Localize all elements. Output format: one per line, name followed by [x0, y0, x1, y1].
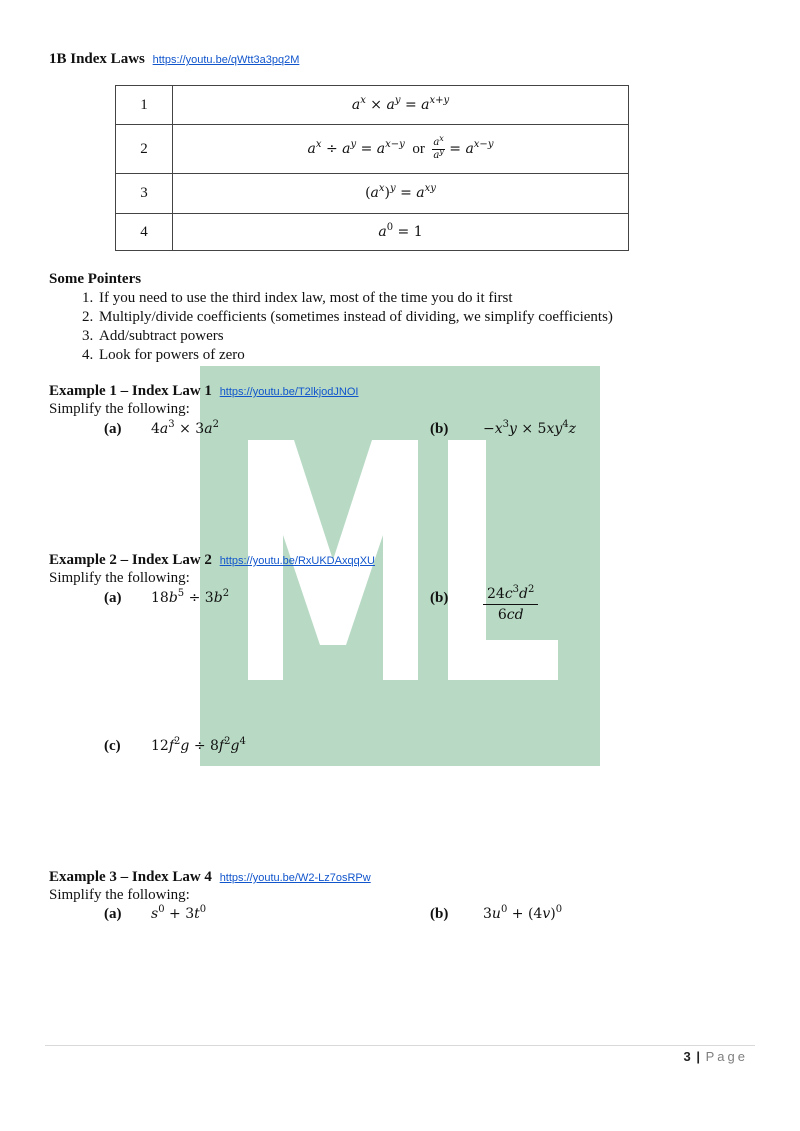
- example-1-video-link[interactable]: https://youtu.be/T2lkjodJNOI: [219, 386, 359, 398]
- example-3-instruction: Simplify the following:: [49, 887, 190, 903]
- example-2-title-text: Example 2 – Index Law 2: [49, 552, 212, 568]
- example-2-part-a-label: (a): [104, 590, 122, 606]
- example-2-part-b-label: (b): [430, 590, 449, 606]
- law-formula: $a^x \div a^y = a^{x-y}$ or $\frac{a^x}{a^y}$ = $a^{x-y}$: [173, 125, 629, 174]
- law-formula: $a^0 = 1$: [173, 214, 629, 251]
- example-1-instruction: Simplify the following:: [49, 401, 190, 417]
- example-1-title-text: Example 1 – Index Law 1: [49, 383, 212, 399]
- example-2-title: [49, 552, 375, 569]
- law-number: 3: [116, 174, 173, 214]
- example-3-title: [49, 869, 371, 886]
- law-row: [116, 86, 629, 125]
- page-separator: |: [696, 1049, 701, 1064]
- list-item: 3. Add/subtract powers: [97, 327, 613, 346]
- example-3-part-b-expression: $3u^0 + (4v)^0$: [483, 904, 563, 922]
- example-1-title: [49, 383, 358, 400]
- example-3-video-link[interactable]: https://youtu.be/W2-Lz7osRPw: [219, 872, 371, 884]
- example-3-part-b-label: (b): [430, 906, 449, 922]
- pointers-title: Some Pointers: [49, 271, 142, 287]
- example-2-instruction: Simplify the following:: [49, 570, 190, 586]
- example-3-title-text: Example 3 – Index Law 4: [49, 869, 212, 885]
- pointers-list: [75, 289, 613, 365]
- example-2-part-b-expression: $\frac{24c^3d^2}{6cd}$: [483, 586, 538, 623]
- law-number: 1: [116, 86, 173, 125]
- list-item: 2. Multiply/divide coefficients (sometimes instead of dividing, we simplify coefficients): [97, 308, 613, 327]
- law-number: 4: [116, 214, 173, 251]
- law-row: [116, 174, 629, 214]
- example-1-part-a-expression: $4a^3 \times 3a^2$: [151, 419, 219, 437]
- law-number: 2: [116, 125, 173, 174]
- section-title: [49, 51, 299, 68]
- page-word: Page: [705, 1049, 748, 1064]
- example-1-part-a-label: (a): [104, 421, 122, 437]
- page-number-value: 3: [683, 1049, 692, 1064]
- law-or-word: or: [412, 141, 425, 157]
- example-2-video-link[interactable]: https://youtu.be/RxUKDAxqqXU: [219, 555, 375, 567]
- law-row: [116, 214, 629, 251]
- example-3-part-a-label: (a): [104, 906, 122, 922]
- example-2-part-c-label: (c): [104, 738, 121, 754]
- footer-divider: [45, 1045, 755, 1046]
- page-number: [684, 1049, 749, 1064]
- list-item: 1. If you need to use the third index law, most of the time you do it first: [97, 289, 613, 308]
- example-1-part-b-label: (b): [430, 421, 449, 437]
- example-2-part-c-expression: $12f^2g \div 8f^2g^4$: [151, 736, 246, 754]
- example-1-part-b-expression: $-x^3y \times 5xy^4z$: [483, 419, 577, 437]
- example-3-part-a-expression: $s^0 + 3t^0$: [151, 904, 207, 922]
- law-formula: $a^x \times a^y = a^{x+y}$: [173, 86, 629, 125]
- index-laws-table: [115, 85, 629, 251]
- law-row: [116, 125, 629, 174]
- example-2-part-a-expression: $18b^5 \div 3b^2$: [151, 588, 230, 606]
- list-item: 4. Look for powers of zero: [97, 346, 613, 365]
- section-title-text: 1B Index Laws: [49, 51, 145, 67]
- section-video-link[interactable]: https://youtu.be/qWtt3a3pq2M: [152, 54, 300, 66]
- law-formula: $(a^x)^y = a^{xy}$: [173, 174, 629, 214]
